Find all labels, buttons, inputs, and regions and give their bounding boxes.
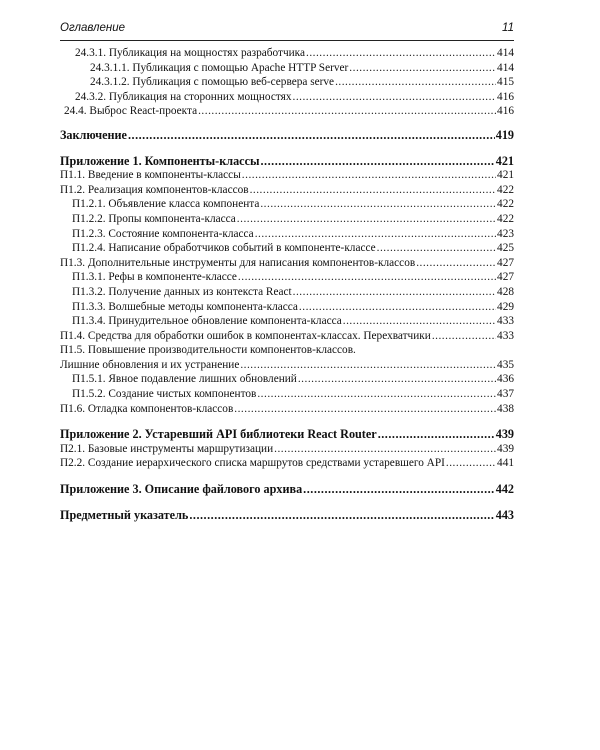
toc-entry[interactable] — [60, 300, 514, 315]
dot-leader — [306, 46, 496, 61]
dot-leader — [257, 387, 496, 402]
toc-entry-label: П1.5. Повышение производительности компонентов-классов. — [60, 344, 356, 357]
toc-entry-label: П1.2.1. Объявление класса компонента — [72, 198, 260, 211]
dot-leader — [255, 227, 496, 242]
toc-entry-label: П1.2.2. Пропы компонента-класса — [72, 212, 236, 225]
toc-entry[interactable] — [60, 456, 514, 471]
toc-entry-label: П1.2. Реализация компонентов-классов — [60, 183, 249, 196]
toc-entry-page: 422 — [497, 212, 514, 225]
toc-entry-label: П1.1. Введение в компоненты-классы — [60, 169, 241, 182]
dot-leader — [234, 402, 496, 417]
toc-entry-page: 435 — [497, 358, 514, 371]
dot-leader — [446, 456, 496, 471]
toc-entry-page: 422 — [497, 198, 514, 211]
dot-leader — [293, 285, 496, 300]
toc-entry-page: 438 — [497, 402, 514, 415]
dot-leader — [349, 61, 496, 76]
toc-entry-label: П1.3.4. Принудительное обновление компонента-класса — [72, 315, 342, 328]
toc-entry-label: Приложение 2. Устаревший API библиотеки React Router — [60, 427, 377, 442]
toc-entry-page: 425 — [497, 242, 514, 255]
toc-entry-label: П1.3. Дополнительные инструменты для написания компонентов-классов — [60, 256, 416, 269]
toc-entry-label: П1.3.2. Получение данных из контекста React — [72, 285, 292, 298]
dot-leader — [240, 358, 496, 373]
toc-entry-page: 414 — [497, 47, 514, 59]
toc-entry[interactable] — [60, 442, 514, 457]
toc-entry-label: П1.4. Средства для обработки ошибок в компонентах-классах. Перехватчики — [60, 329, 431, 342]
toc-entry-label: 24.3.1.1. Публикация с помощью Apache HTTP Server — [90, 61, 349, 74]
toc-entry-label: Приложение 3. Описание файлового архива — [60, 482, 303, 497]
dot-leader — [189, 508, 494, 523]
toc-entry-label: П1.2.4. Написание обработчиков событий в компоненте-классе — [72, 242, 376, 255]
toc-entry-page: 427 — [497, 271, 514, 284]
toc-entry[interactable] — [60, 358, 514, 373]
dot-leader — [198, 104, 496, 119]
toc-entry-label: П1.5.1. Явное подавление лишних обновлений — [72, 373, 297, 386]
toc-entry-label: П2.2. Создание иерархического списка маршрутов средствами устаревшего API — [60, 457, 445, 470]
toc-entry-page: 419 — [495, 127, 514, 142]
toc-entry-label: Лишние обновления и их устранение — [60, 358, 240, 371]
toc-entry[interactable] — [60, 387, 514, 402]
toc-chapter-entry[interactable] — [60, 482, 514, 497]
toc-entry-label: 24.3.1. Публикация на мощностях разработчика — [75, 47, 305, 59]
toc-entry-page: 439 — [495, 427, 514, 442]
dot-leader — [378, 427, 495, 442]
toc-entry[interactable] — [60, 61, 514, 76]
toc-chapter-entry[interactable] — [60, 128, 514, 143]
dot-leader — [261, 154, 495, 169]
toc-entry[interactable] — [60, 270, 514, 285]
toc-entry-label: Приложение 1. Компоненты-классы — [60, 153, 260, 168]
dot-leader — [303, 482, 495, 497]
toc-entry-label: Предметный указатель — [60, 507, 189, 522]
toc-entry[interactable] — [60, 227, 514, 242]
toc-entry-first-line[interactable] — [60, 343, 514, 358]
dot-leader — [299, 300, 496, 315]
toc-entry-page: 427 — [497, 256, 514, 269]
dot-leader — [274, 442, 496, 457]
toc-entry-label: Заключение — [60, 127, 127, 142]
toc-entry[interactable] — [60, 75, 514, 90]
toc-entry-page: 433 — [497, 329, 514, 342]
toc-entry-page: 428 — [497, 285, 514, 298]
toc-entry[interactable] — [60, 285, 514, 300]
running-title: Оглавление — [60, 22, 125, 34]
toc-entry-label: П2.1. Базовые инструменты маршрутизации — [60, 442, 274, 455]
dot-leader — [250, 183, 496, 198]
dot-leader — [293, 90, 497, 105]
toc-entry[interactable] — [60, 329, 514, 344]
dot-leader — [298, 372, 496, 387]
toc-entry-page: 443 — [495, 507, 514, 522]
toc-chapter-entry[interactable] — [60, 508, 514, 523]
toc-entry-page: 433 — [497, 315, 514, 328]
dot-leader — [377, 241, 496, 256]
toc-entry[interactable] — [60, 241, 514, 256]
dot-leader — [343, 314, 496, 329]
toc-entry-page: 415 — [497, 76, 514, 89]
toc-entry-page: 422 — [497, 183, 514, 196]
dot-leader — [237, 212, 496, 227]
toc-entry-label: 24.4. Выброс React-проекта — [64, 105, 198, 118]
toc-entry[interactable] — [60, 212, 514, 227]
toc-entry-page: 414 — [497, 61, 514, 74]
table-of-contents — [60, 46, 514, 522]
toc-entry-page: 416 — [497, 105, 514, 118]
toc-entry-page: 421 — [495, 153, 514, 168]
toc-entry-page: 439 — [497, 442, 514, 455]
dot-leader — [416, 256, 496, 271]
toc-entry-page: 423 — [497, 227, 514, 240]
toc-entry-page: 442 — [495, 482, 514, 497]
dot-leader — [238, 270, 496, 285]
toc-entry-page: 441 — [497, 457, 514, 470]
dot-leader — [242, 168, 496, 183]
toc-entry[interactable] — [60, 46, 514, 61]
toc-entry-page: 421 — [497, 169, 514, 182]
toc-entry[interactable] — [60, 197, 514, 212]
toc-entry[interactable] — [60, 314, 514, 329]
toc-entry[interactable] — [60, 256, 514, 271]
toc-entry-label: 24.3.1.2. Публикация с помощью веб-сервера serve — [90, 76, 335, 89]
toc-entry[interactable] — [60, 104, 514, 119]
toc-chapter-entry[interactable] — [60, 427, 514, 442]
toc-entry[interactable] — [60, 402, 514, 417]
toc-entry-label: П1.6. Отладка компонентов-классов — [60, 402, 234, 415]
toc-entry-page: 429 — [497, 300, 514, 313]
toc-entry-label: П1.2.3. Состояние компонента-класса — [72, 227, 254, 240]
dot-leader — [128, 128, 495, 143]
toc-entry[interactable] — [60, 90, 514, 105]
toc-entry[interactable] — [60, 168, 514, 183]
toc-chapter-entry[interactable] — [60, 154, 514, 169]
toc-entry-label: П1.3.1. Рефы в компоненте-классе — [72, 271, 237, 284]
page-header — [60, 18, 514, 41]
toc-entry[interactable] — [60, 183, 514, 198]
dot-leader — [432, 329, 496, 344]
dot-leader — [335, 75, 496, 90]
page-number: 11 — [502, 22, 514, 34]
toc-entry-label: П1.5.2. Создание чистых компонентов — [72, 388, 257, 401]
toc-entry-label: 24.3.2. Публикация на сторонних мощностях — [75, 90, 292, 103]
toc-entry-page: 436 — [497, 373, 514, 386]
dot-leader — [260, 197, 496, 212]
toc-entry-page: 437 — [497, 388, 514, 401]
toc-entry[interactable] — [60, 372, 514, 387]
toc-entry-label: П1.3.3. Волшебные методы компонента-класса — [72, 300, 298, 313]
toc-entry-page: 416 — [497, 90, 514, 103]
